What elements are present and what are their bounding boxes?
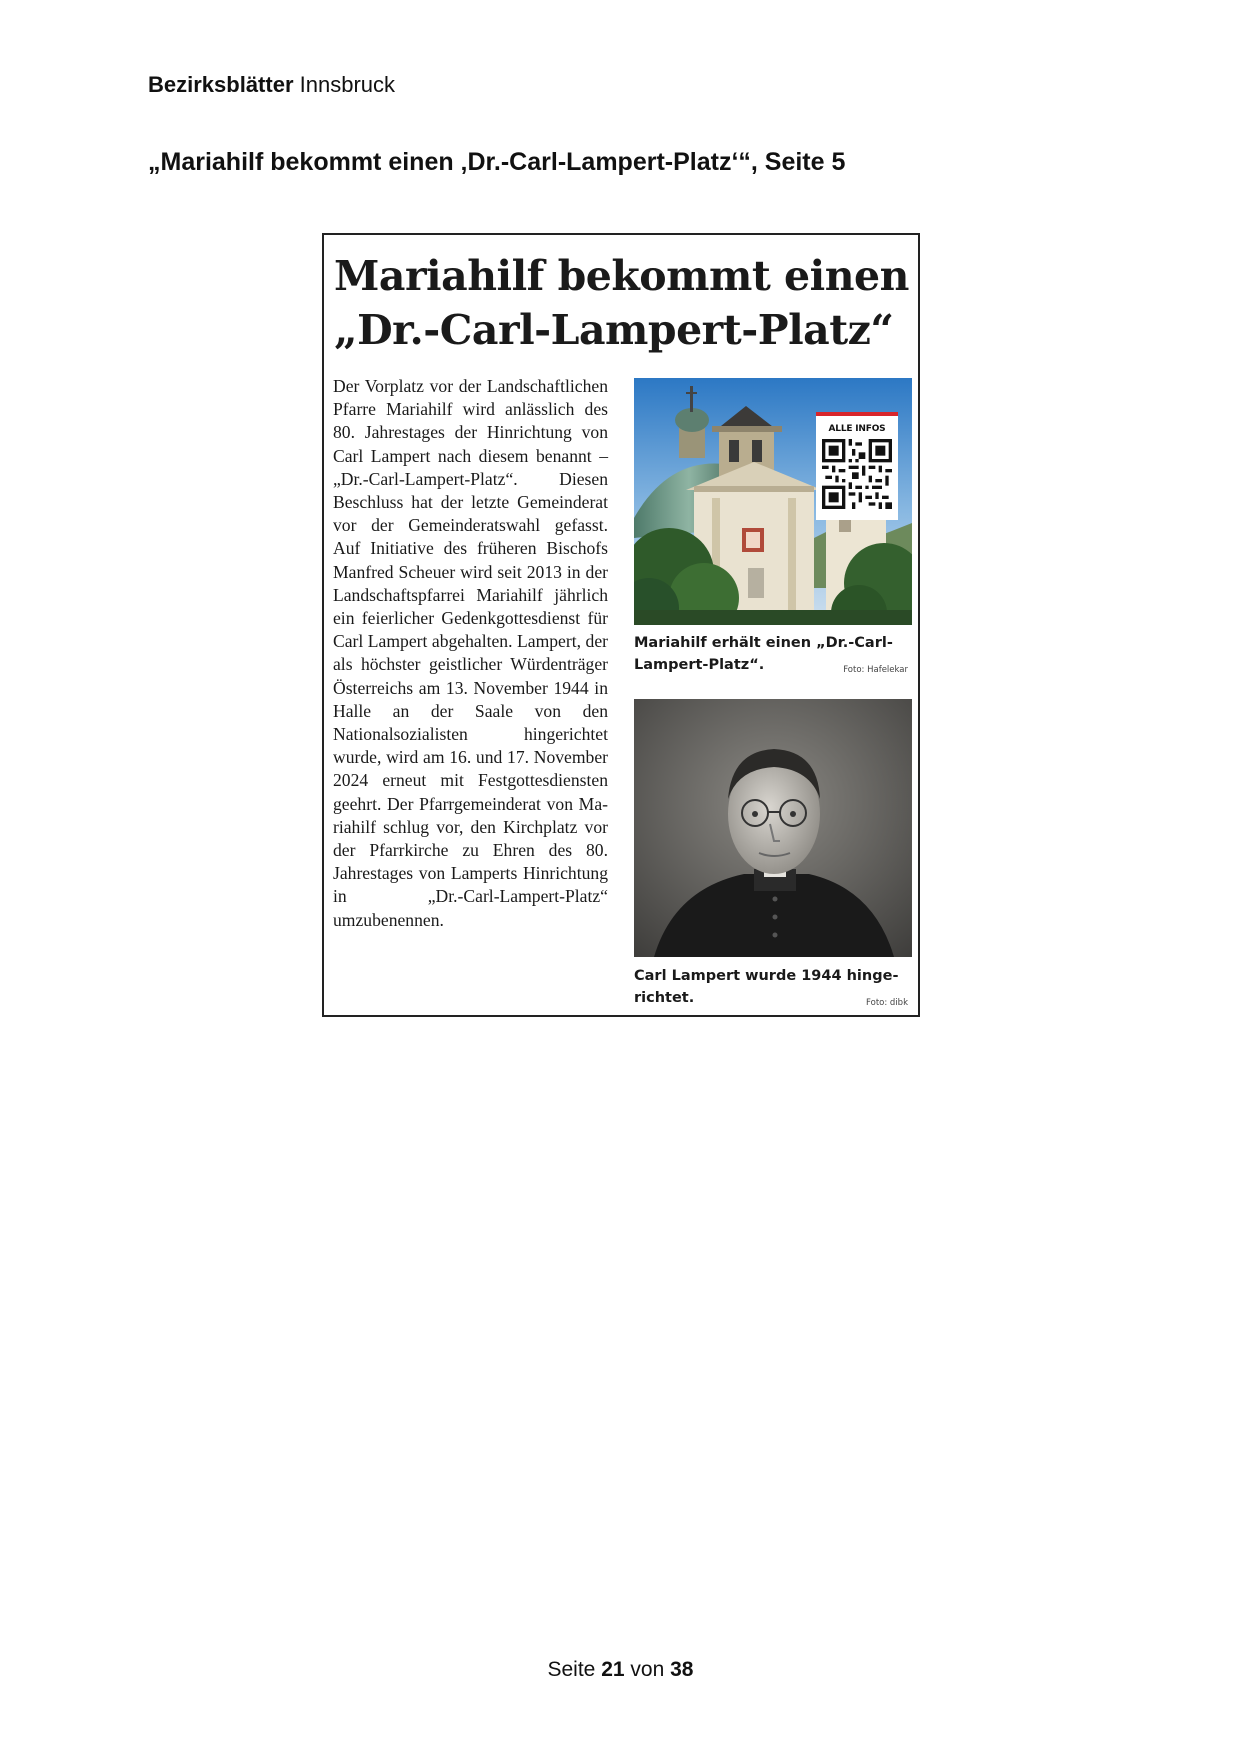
publication-name: Bezirksblätter	[148, 72, 294, 97]
publication-region: Innsbruck	[299, 72, 396, 97]
church-photo	[634, 378, 912, 625]
qr-code-panel[interactable]	[816, 412, 898, 520]
page-footer	[0, 1658, 1241, 1682]
footer-middle: von	[630, 1658, 665, 1681]
qr-label: ALLE INFOS	[828, 424, 886, 434]
article-body: Der Vorplatz vor der Landschaftlichen Pfarre Mariahilf wird anlässlich des 80. Jahrestages der Hinrichtung von Carl Lampert nach diesem benannt – „Dr.-Carl-Lampert-Platz“. Diesen Beschluss hat der letzte Gemeinderat vor der Gemeinderatswahl gefasst. Auf Initiative des früheren Bischofs Manfred Scheuer wird seit 2013 in der Landschaftspfarrei Mariahilf jährlich ein feierlicher Gedenkgottesdienst für Carl Lampert abgehalten. Lampert, der als höchster geistlicher Würdenträger Österreichs am 13. November 1944 in Halle an der Saale von den Nationalsozialisten hingerichtet wurde, wird am 16. und 17. November 2024 erneut mit Festgottesdiensten geehrt. Der Pfarrgemeinderat von Mariahilf schlug vor, den Kirchplatz vor der Pfarrkirche zu Ehren des 80. Jahrestages von Lamperts Hinrichtung in „Dr.-Carl-Lampert-Platz“ umzubenennen.	[333, 376, 608, 930]
headline-line-2: „Dr.-Carl-Lampert-Platz“	[334, 306, 894, 354]
portrait-caption: Carl Lampert wurde 1944 hingerichtet.	[634, 968, 899, 1006]
footer-prefix: Seite	[547, 1658, 596, 1681]
document-title: „Mariahilf bekommt einen ‚Dr.-Carl-Lampert-Platz‘“, Seite 5	[148, 148, 846, 176]
church-caption: Mariahilf erhält einen „Dr.-Carl-Lampert-Platz“.	[634, 635, 893, 673]
headline-line-1: Mariahilf bekommt einen	[334, 252, 909, 300]
total-page-count: 38	[670, 1658, 694, 1681]
portrait-photo	[634, 699, 912, 957]
newspaper-clipping	[322, 233, 920, 1017]
publication-header	[148, 72, 395, 98]
church-photo-credit: Foto: Hafelekar	[843, 665, 908, 675]
qr-code-icon	[822, 439, 892, 509]
current-page-number: 21	[601, 1658, 625, 1681]
clipping-headline	[334, 249, 914, 357]
portrait-photo-credit: Foto: dibk	[866, 998, 908, 1008]
